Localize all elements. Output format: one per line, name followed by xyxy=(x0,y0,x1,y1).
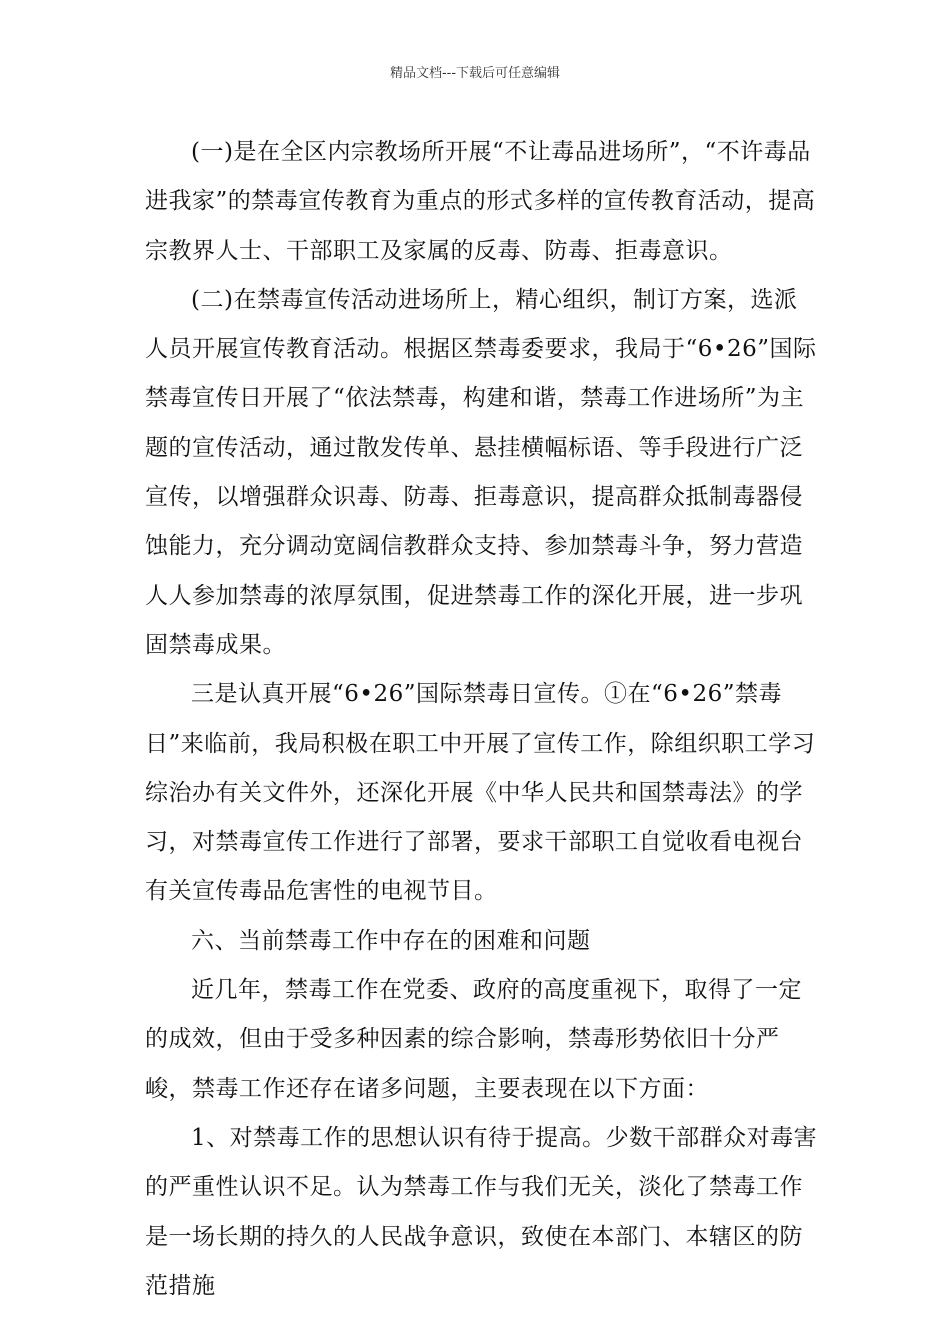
paragraph-3: 三是认真开展“6•26”国际禁毒日宣传。①在“6•26”禁毒日”来临前，我局积极在职工中开展了宣传工作，除组织职工学习综治办有关文件外，还深化开展《中华人民共和国禁毒法》的学习，对禁毒宣传工作进行了部署，要求干部职工自觉收看电视台有关宣传毒品危害性的电视节目。 xyxy=(145,681,816,905)
paragraph-2: (二)在禁毒宣传活动进场所上，精心组织，制订方案，选派人员开展宣传教育活动。根据区禁毒委要求，我局于“6•26”国际禁毒宣传日开展了“依法禁毒，构建和谐，禁毒工作进场所”为主题的宣传活动，通过散发传单、悬挂横幅标语、等手段进行广泛宣传，以增强群众识毒、防毒、拒毒意识，提高群众抵制毒器侵蚀能力，充分调动宽阔信教群众支持、参加禁毒斗争，努力营造人人参加禁毒的浓厚氛围，促进禁毒工作的深化开展，进一步巩固禁毒成果。 xyxy=(145,286,817,658)
paragraph-4: 近几年，禁毒工作在党委、政府的高度重视下，取得了一定的成效，但由于受多种因素的综合影响，禁毒形势依旧十分严峻，禁毒工作还存在诸多问题，主要表现在以下方面： xyxy=(145,977,802,1102)
section-heading: 六、当前禁毒工作中存在的困难和问题 xyxy=(191,927,591,954)
page-header: 精品文档---下载后可任意编辑 xyxy=(389,66,561,81)
paragraph-1: (一)是在全区内宗教场所开展“不让毒品进场所”，“不许毒品进我家”的禁毒宣传教育为重点的形式多样的宣传教育活动，提高宗教界人士、干部职工及家属的反毒、防毒、拒毒意识。 xyxy=(145,139,816,264)
paragraph-5: 1、对禁毒工作的思想认识有待于提高。少数干部群众对毒害的严重性认识不足。认为禁毒工作与我们无关，淡化了禁毒工作是一场长期的持久的人民战争意识，致使在本部门、本辖区的防范措施 xyxy=(145,1124,818,1299)
document-body xyxy=(145,128,820,1311)
